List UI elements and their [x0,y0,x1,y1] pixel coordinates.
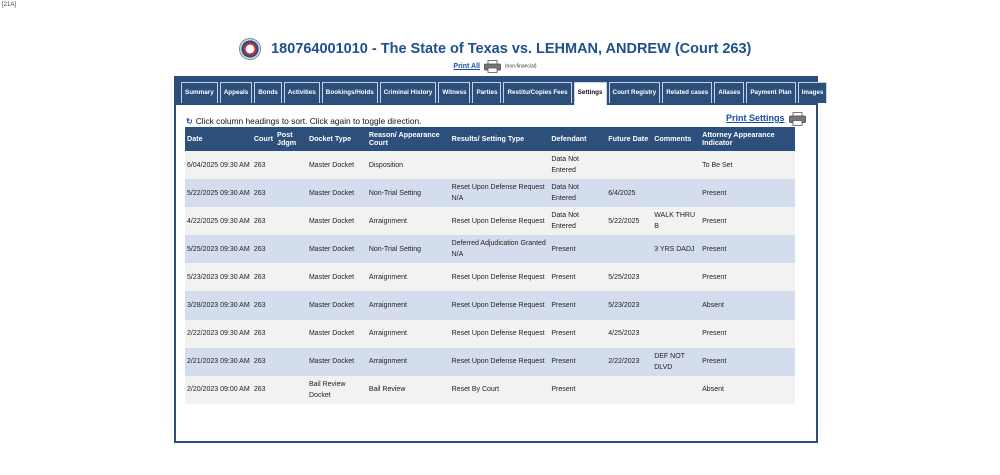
column-header[interactable]: Future Date [606,127,652,151]
tab-restitu-copies-fees[interactable]: Restitu/Copies Fees [503,82,571,103]
print-all-link[interactable]: Print All [453,63,480,70]
column-header[interactable]: Results/ Setting Type [450,127,550,151]
table-cell: Master Docket [307,348,367,376]
tab-bonds[interactable]: Bonds [254,82,282,103]
table-cell: Reset Upon Defense Request [450,348,550,376]
table-cell: Data Not Entered [549,179,606,207]
print-all-bar [0,60,990,73]
table-cell: 263 [252,263,275,291]
table-cell: Present [549,348,606,376]
tab-list [181,82,827,105]
table-cell [606,376,652,404]
table-cell: Present [549,291,606,319]
table-row [185,291,795,319]
table-cell: 4/22/2025 09:30 AM [185,207,252,235]
table-cell: Present [549,263,606,291]
table-cell [275,348,307,376]
table-cell [606,151,652,179]
table-row [185,348,795,376]
column-header[interactable]: Defendant [549,127,606,151]
page-title: 180764001010 - The State of Texas vs. LEHMAN, ANDREW (Court 263) [271,41,752,57]
tab-witness[interactable]: Witness [438,82,470,103]
table-cell: 4/25/2023 [606,320,652,348]
table-cell: Bail Review [367,376,450,404]
table-cell: Present [549,320,606,348]
table-cell: Non-Trial Setting [367,235,450,263]
table-row [185,151,795,179]
table-cell: Present [700,179,795,207]
table-cell: Arraignment [367,320,450,348]
case-header [0,38,990,60]
table-cell: Master Docket [307,320,367,348]
table-cell: 6/4/2025 [606,179,652,207]
corner-label: [21A] [2,2,17,8]
tab-appeals[interactable]: Appeals [220,82,253,103]
column-header[interactable]: Attorney Appearance Indicator [700,127,795,151]
table-cell [275,151,307,179]
table-cell [275,376,307,404]
table-cell: Present [700,207,795,235]
table-cell: 5/25/2023 09:30 AM [185,235,252,263]
table-cell: 263 [252,207,275,235]
printer-icon[interactable] [484,60,501,73]
table-row [185,207,795,235]
table-cell: 263 [252,348,275,376]
table-cell: Present [549,235,606,263]
tab-bookings-holds[interactable]: Bookings/Holds [322,82,378,103]
table-cell [652,151,700,179]
table-cell: Master Docket [307,291,367,319]
table-cell [275,320,307,348]
table-cell: Arraignment [367,207,450,235]
tab-settings[interactable]: Settings [574,82,607,105]
table-cell: Present [549,376,606,404]
case-panel [174,76,824,443]
table-cell: DEF NOT DLVD [652,348,700,376]
table-cell: Reset Upon Defense Request [450,263,550,291]
table-cell [652,291,700,319]
table-cell: Bail Review Docket [307,376,367,404]
table-cell: 263 [252,151,275,179]
table-cell: 263 [252,235,275,263]
tab-activities[interactable]: Activities [284,82,320,103]
tab-parties[interactable]: Parties [472,82,501,103]
table-cell: Absent [700,291,795,319]
tab-criminal-history[interactable]: Criminal History [380,82,437,103]
settings-table [185,127,795,404]
table-cell: 5/23/2023 09:30 AM [185,263,252,291]
table-cell: Non-Trial Setting [367,179,450,207]
table-cell [652,179,700,207]
table-cell [450,151,550,179]
tab-payment-plan[interactable]: Payment Plan [746,82,795,103]
table-cell: 5/25/2023 [606,263,652,291]
tab-aliases[interactable]: Aliases [714,82,744,103]
table-row [185,179,795,207]
table-cell: Reset Upon Defense Request [450,320,550,348]
table-header-row [185,127,795,151]
sort-hint-text: Click column headings to sort. Click again to toggle direction. [195,116,422,126]
print-settings-link[interactable]: Print Settings [726,113,785,123]
table-cell: Absent [700,376,795,404]
table-cell: Data Not Entered [549,151,606,179]
table-cell: Present [700,235,795,263]
tab-bar [176,78,824,105]
table-cell: 263 [252,179,275,207]
table-cell: Reset Upon Defense Request [450,291,550,319]
column-header[interactable]: Court [252,127,275,151]
column-header[interactable]: Date [185,127,252,151]
table-cell: Arraignment [367,263,450,291]
table-cell [275,179,307,207]
table-cell: 5/23/2023 [606,291,652,319]
table-cell: Arraignment [367,348,450,376]
table-cell: 6/04/2025 09:30 AM [185,151,252,179]
printer-icon[interactable] [789,112,806,126]
table-cell [606,235,652,263]
table-cell: Disposition [367,151,450,179]
table-cell: 5/22/2025 [606,207,652,235]
table-cell [275,291,307,319]
table-cell: Master Docket [307,151,367,179]
table-body [185,151,795,404]
tab-summary[interactable]: Summary [181,82,218,103]
table-cell: To Be Set [700,151,795,179]
table-cell: Present [700,348,795,376]
table-cell: Master Docket [307,207,367,235]
table-cell: 263 [252,376,275,404]
table-cell: Deferred Adjudication Granted N/A [450,235,550,263]
table-cell: 2/21/2023 09:30 AM [185,348,252,376]
table-cell: Master Docket [307,263,367,291]
table-cell: 263 [252,320,275,348]
tab-court-registry[interactable]: Court Registry [609,82,661,103]
column-header[interactable]: Comments [652,127,700,151]
tab-related-cases[interactable]: Related cases [662,82,712,103]
column-header[interactable]: Reason/ Appearance Court [367,127,450,151]
table-cell: 2/22/2023 [606,348,652,376]
table-row [185,376,795,404]
table-cell: Reset By Court [450,376,550,404]
table-cell: 3 YRS DADJ [652,235,700,263]
table-cell [275,263,307,291]
table-cell: 263 [252,291,275,319]
county-seal-icon [239,38,261,60]
table-cell [275,235,307,263]
column-header[interactable]: Docket Type [307,127,367,151]
table-cell [652,320,700,348]
table-cell: 3/28/2023 09:30 AM [185,291,252,319]
table-cell: Arraignment [367,291,450,319]
table-row [185,320,795,348]
table-cell: Master Docket [307,179,367,207]
table-cell [652,376,700,404]
table-cell [275,207,307,235]
print-all-note: (non-financial) [504,63,537,70]
table-cell: Reset Upon Defense Request [450,207,550,235]
table-cell: Present [700,263,795,291]
table-cell: Master Docket [307,235,367,263]
tab-images[interactable]: Images [798,82,828,103]
table-cell: 2/22/2023 09:30 AM [185,320,252,348]
table-cell: Present [700,320,795,348]
table-cell: Reset Upon Defense Request N/A [450,179,550,207]
refresh-icon: ↻ [186,117,193,126]
table-cell: 5/22/2025 09:30 AM [185,179,252,207]
table-cell: Data Not Entered [549,207,606,235]
table-row [185,263,795,291]
table-cell: 2/20/2023 09:00 AM [185,376,252,404]
table-cell [652,263,700,291]
sort-hint [186,116,421,126]
column-header[interactable]: Post Jdgm [275,127,307,151]
table-row [185,235,795,263]
table-cell: WALK THRU B [652,207,700,235]
